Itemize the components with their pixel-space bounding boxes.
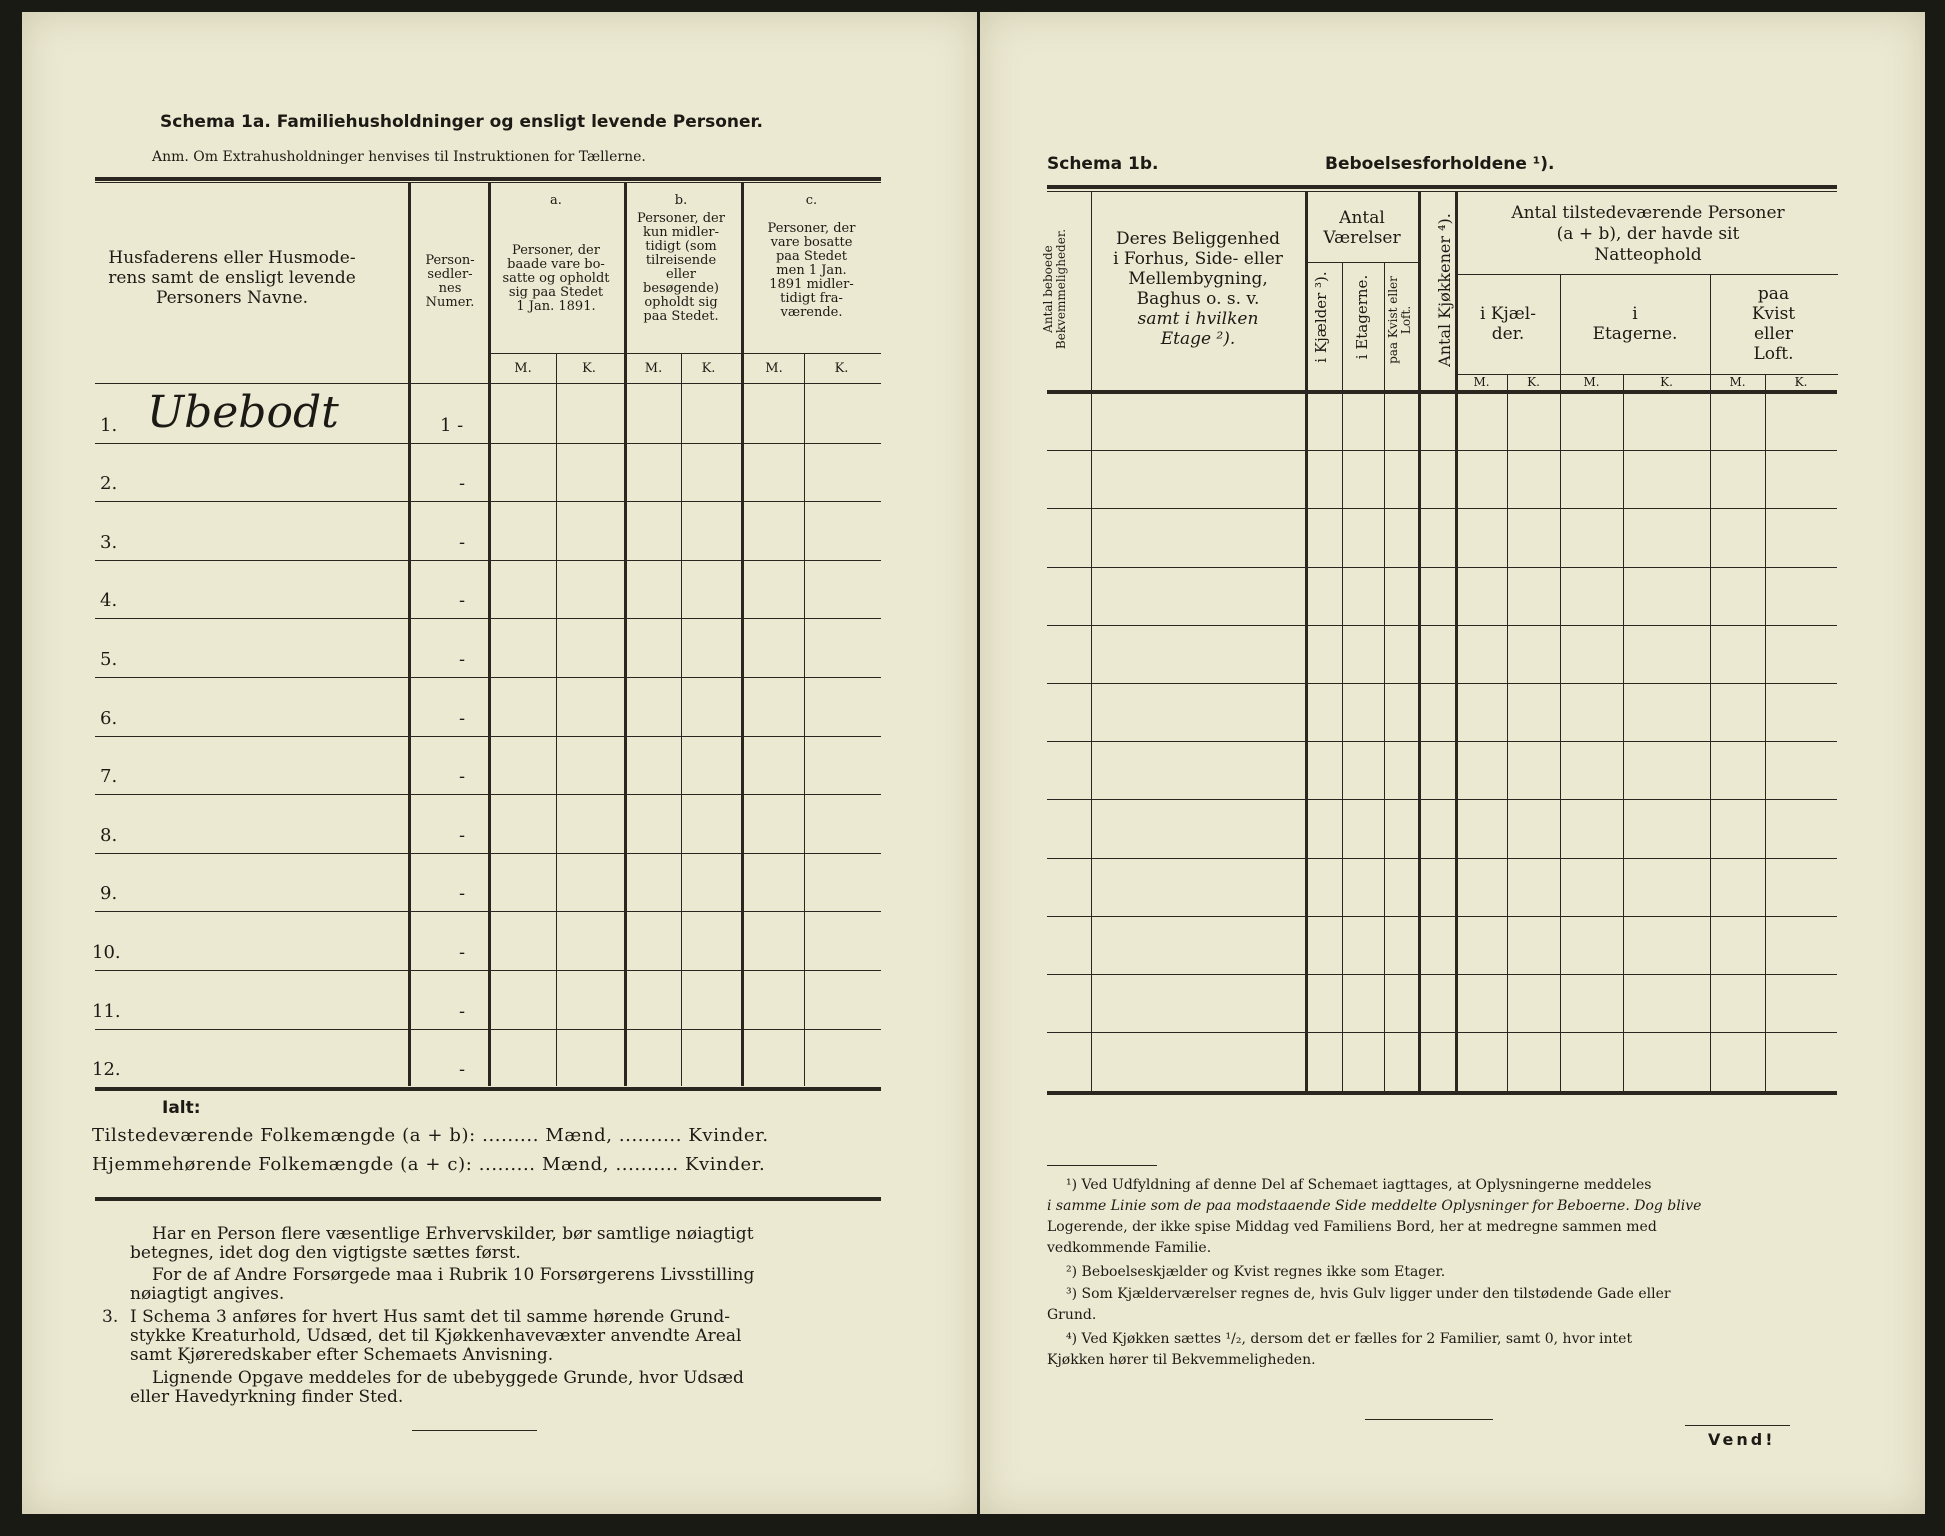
header-beliggenhed: Deres Beliggenhed i Forhus, Side- eller Mellembygning, Baghus o. s. v. samt i hvilken Etage ²). <box>1113 229 1283 349</box>
header-antal-vaerelser: Antal Værelser <box>1323 208 1401 248</box>
mk-r2-m: M. <box>1583 375 1600 389</box>
row-number: 11. <box>92 1000 121 1022</box>
header-c: c. <box>805 193 818 208</box>
row-rule <box>1047 508 1837 509</box>
row-rule <box>1047 683 1837 684</box>
row-rule <box>1047 974 1837 975</box>
row-number: 9. <box>100 883 118 905</box>
row-number: 6. <box>100 707 118 729</box>
footnote-2: ²) Beboelseskjælder og Kvist regnes ikke som Etager. <box>1066 1264 1446 1280</box>
row-number: 2. <box>100 473 118 495</box>
header-names: Husfaderens eller Husmode- rens samt de ensligt levende Personers Navne. <box>108 248 356 308</box>
row-rule <box>1047 741 1837 742</box>
mk-b-m: M. <box>644 361 663 376</box>
instr-num-3: 3. <box>102 1307 119 1327</box>
row-number: 10. <box>92 942 121 963</box>
mk-a-m: M. <box>514 361 532 376</box>
header-i-kjaelder: i Kjælder ³). <box>1312 271 1330 363</box>
row-numer: - <box>459 649 466 670</box>
row-numer: - <box>459 590 466 612</box>
right-page <box>980 12 1925 1514</box>
row-rule <box>95 560 881 561</box>
footnote-4b: Kjøkken hører til Bekvemmeligheden. <box>1047 1352 1316 1368</box>
row-number: 5. <box>100 649 118 670</box>
row-rule <box>1047 625 1837 626</box>
mk-r3-k: K. <box>1794 375 1808 389</box>
header-b-text: Personer, der kun midler- tidigt (som tilreisende eller besøgende) opholdt sig paa Stedet. <box>637 211 725 324</box>
instr-line-1: Har en Person flere væsentlige Erhvervskilder, bør samtlige nøiagtigt <box>152 1224 754 1244</box>
row-rule <box>95 970 881 971</box>
mk-c-m: M. <box>765 361 783 376</box>
ialt-label: Ialt: <box>162 1098 201 1118</box>
row-numer: - <box>459 824 466 846</box>
header-antal-beboede: Antal beboede Bekvemmeligheder. <box>1041 228 1068 350</box>
row-rule <box>1047 799 1837 800</box>
schema-1a-note: Anm. Om Extrahusholdninger henvises til Instruktionen for Tællerne. <box>152 149 646 165</box>
row-rule <box>1047 450 1837 451</box>
footnote-1b: i samme Linie som de paa modstaaende Side meddelte Oplysninger for Beboerne. Dog blive <box>1047 1198 1702 1214</box>
mk-r3-m: M. <box>1729 375 1746 389</box>
row-rule <box>95 794 881 795</box>
row-number: 3. <box>100 531 118 553</box>
row-number: 4. <box>100 590 118 612</box>
sum-hjemme: Hjemmehørende Folkemængde (a + c): ......... Mænd, .......... Kvinder. <box>92 1154 766 1175</box>
row-number: 8. <box>100 824 118 846</box>
header-group-kvist: paa Kvist eller Loft. <box>1751 284 1796 364</box>
row-rule <box>95 1029 881 1030</box>
mk-r2-k: K. <box>1660 375 1673 389</box>
row-rule <box>95 911 881 912</box>
header-group-kjaelder: i Kjæl- der. <box>1480 304 1536 344</box>
header-group-etagerne: i Etagerne. <box>1592 304 1678 344</box>
row-number: 12. <box>92 1059 121 1081</box>
row-rule <box>1047 567 1837 568</box>
instr-line-6: stykke Kreaturhold, Udsæd, det til Kjøkkenhavevæxter anvendte Areal <box>130 1326 742 1346</box>
row-rule <box>95 736 881 737</box>
header-i-etagerne: i Etagerne. <box>1353 274 1371 360</box>
header-tilstede: Antal tilstedeværende Personer (a + b), der havde sit Natteophold <box>1511 203 1785 265</box>
mk-r1-k: K. <box>1527 375 1540 389</box>
table-top-rule <box>95 177 881 181</box>
schema-1b-title: Schema 1b. <box>1047 154 1159 174</box>
header-kvist-loft: paa Kvist eller Loft. <box>1386 276 1413 364</box>
header-antal-kjokkener: Antal Kjøkkener ⁴). <box>1435 213 1454 367</box>
left-page <box>22 12 977 1514</box>
mk-a-k: K. <box>582 361 596 376</box>
row-numer: - <box>459 1000 466 1022</box>
footnote-3b: Grund. <box>1047 1307 1097 1323</box>
row-numer: - <box>459 1059 466 1081</box>
sum-tilstede: Tilstedeværende Folkemængde (a + b): ......... Mænd, .......... Kvinder. <box>92 1125 769 1146</box>
instr-line-3: For de af Andre Forsørgede maa i Rubrik 10 Forsørgerens Livsstilling <box>152 1265 755 1285</box>
row-rule <box>1047 916 1837 917</box>
footnote-1c: Logerende, der ikke spise Middag ved Familiens Bord, her at medregne sammen med <box>1047 1219 1657 1235</box>
row-numer: - <box>459 531 466 553</box>
schema-1a-title: Schema 1a. Familiehusholdninger og ensligt levende Personer. <box>160 112 763 132</box>
header-a-text: Personer, der baade vare bo- satte og opholdt sig paa Stedet 1 Jan. 1891. <box>502 243 610 314</box>
row-number: 7. <box>100 766 118 788</box>
instr-line-5: I Schema 3 anføres for hvert Hus samt det til samme hørende Grund- <box>130 1307 730 1327</box>
row-number: 1. <box>100 414 118 436</box>
mk-b-k: K. <box>701 361 716 376</box>
row-rule <box>1047 1032 1837 1033</box>
row-name: Ubebodt <box>147 386 339 438</box>
row-numer: - <box>459 707 466 729</box>
mk-r1-m: M. <box>1473 375 1490 389</box>
mk-c-k: K. <box>834 361 849 376</box>
row-rule <box>95 501 881 502</box>
instr-line-8: Lignende Opgave meddeles for de ubebyggede Grunde, hvor Udsæd <box>152 1368 744 1388</box>
row-rule <box>95 443 881 444</box>
row-numer: - <box>459 942 466 963</box>
row-rule <box>95 618 881 619</box>
row-rule <box>1047 858 1837 859</box>
footnote-3: ³) Som Kjælderværelser regnes de, hvis Gulv ligger under den tilstødende Gade eller <box>1066 1286 1671 1302</box>
vend-label: Vend! <box>1708 1430 1776 1449</box>
footnote-1: ¹) Ved Udfyldning af denne Del af Schemaet iagttages, at Oplysningerne meddeles <box>1066 1177 1652 1193</box>
header-a: a. <box>550 193 562 208</box>
row-numer: - <box>459 883 466 905</box>
instr-line-2: betegnes, idet dog den vigtigste sættes først. <box>130 1243 521 1263</box>
row-numer: - <box>459 473 466 495</box>
instr-line-7: samt Kjøreredskaber efter Schemaets Anvisning. <box>130 1345 554 1365</box>
schema-1b-subtitle: Beboelsesforholdene ¹). <box>1325 154 1555 174</box>
row-numer: 1 - <box>440 414 464 436</box>
instr-line-4: nøiagtigt angives. <box>130 1284 285 1304</box>
row-rule <box>95 853 881 854</box>
header-c-text: Personer, der vare bosatte paa Stedet men 1 Jan. 1891 midler- tidigt fra- værende. <box>767 221 856 320</box>
header-numer: Person- sedler- nes Numer. <box>425 253 475 310</box>
footnote-1d: vedkommende Familie. <box>1047 1240 1212 1256</box>
footnote-4: ⁴) Ved Kjøkken sættes ¹/₂, dersom det er fælles for 2 Familier, samt 0, hvor intet <box>1066 1331 1633 1347</box>
row-rule <box>95 677 881 678</box>
row-numer: - <box>459 766 466 788</box>
instr-line-9: eller Havedyrkning finder Sted. <box>130 1387 404 1407</box>
closing-rule <box>412 1430 537 1431</box>
header-b: b. <box>674 193 688 208</box>
